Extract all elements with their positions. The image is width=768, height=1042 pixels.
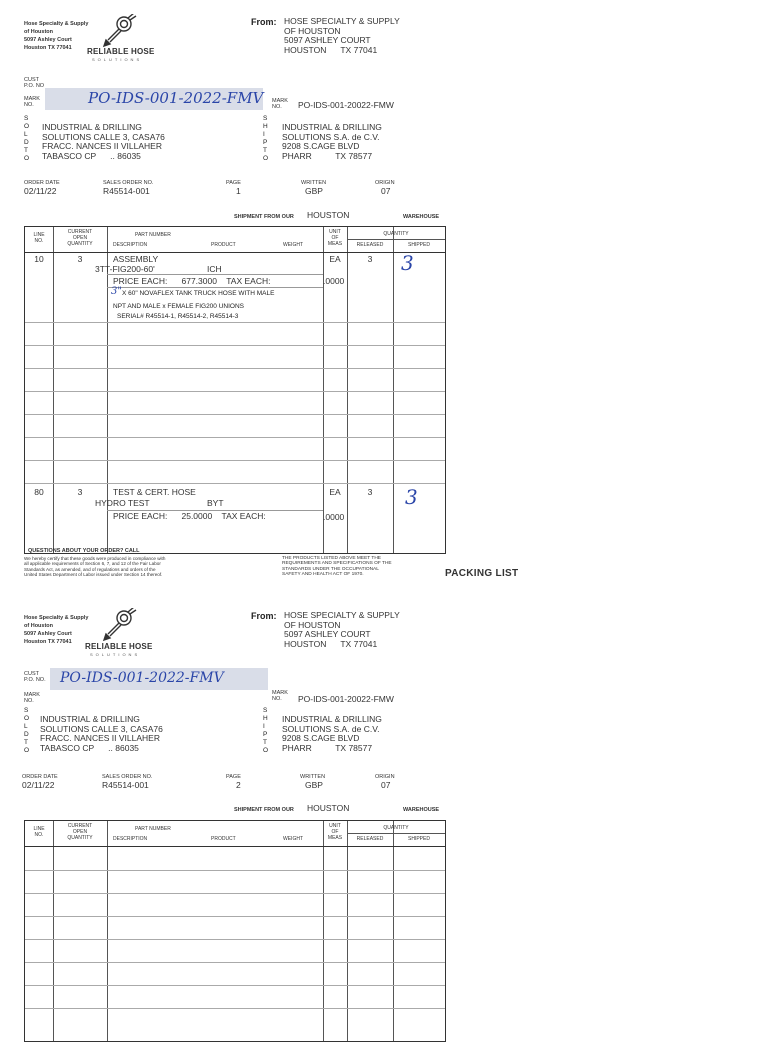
items-table xyxy=(24,226,446,554)
sales-order-label: SALES ORDER NO. xyxy=(102,774,153,780)
order-date-value: 02/11/22 xyxy=(22,780,55,790)
item-released: 3 xyxy=(367,487,373,497)
item-tax: .0000 xyxy=(323,512,345,522)
page-label: PAGE xyxy=(226,180,241,186)
from-label: From: xyxy=(251,611,277,621)
sales-order-value: R45514-001 xyxy=(103,186,150,196)
item-description: ASSEMBLY xyxy=(113,254,159,264)
col-released-header: RELEASED xyxy=(356,242,384,248)
item-product: BYT xyxy=(207,498,224,508)
shipment-from-label: SHIPMENT FROM OUR xyxy=(234,214,294,220)
page-value: 1 xyxy=(236,186,241,196)
mark-no-label-right: MARK NO. xyxy=(272,98,288,110)
certify-text: We hereby certify that these goods were produced in compliance with all applicable requirements of Section 6, 7, and 12 of the Fair Labor Standards Act, as amended, and of regulations and orders of the United States Department of Labor issued under Section 14 thereof. xyxy=(24,556,166,577)
brand-subtitle: SOLUTIONS xyxy=(92,57,143,62)
packing-list-title: PACKING LIST xyxy=(445,568,519,579)
col-line-header: LINE NO. xyxy=(33,826,45,838)
handwritten-po-number: PO-IDS-001-2022-FMV xyxy=(60,670,224,686)
col-open-qty-header: CURRENT OPEN QUANTITY xyxy=(67,823,93,841)
item-note-1: X 60" NOVAFLEX TANK TRUCK HOSE WITH MALE xyxy=(122,290,275,297)
col-weight-header: WEIGHT xyxy=(283,836,303,842)
page-label: PAGE xyxy=(226,774,241,780)
item-line-no: 10 xyxy=(34,254,44,264)
mark-no-label: MARK NO. xyxy=(24,692,40,704)
mark-no-value: PO-IDS-001-20022-FMW xyxy=(298,100,394,110)
items-table xyxy=(24,820,446,1042)
sold-to-letters: S O L D T O xyxy=(24,707,30,754)
item-unit: EA xyxy=(329,254,341,264)
origin-value: 07 xyxy=(381,780,391,790)
item-open-qty: 3 xyxy=(77,254,83,264)
from-address: HOSE SPECIALTY & SUPPLY OF HOUSTON 5097 ASHLEY COURT HOUSTON TX 77041 xyxy=(284,16,400,55)
sales-order-label: SALES ORDER NO. xyxy=(103,180,154,186)
item-shipped-handwritten: 3 xyxy=(401,251,414,275)
item-part-number: HYDRO TEST xyxy=(95,498,150,508)
from-address: HOSE SPECIALTY & SUPPLY OF HOUSTON 5097 ASHLEY COURT HOUSTON TX 77041 xyxy=(284,610,400,649)
cust-po-label: CUST P.O. NO. xyxy=(24,671,46,683)
col-product-header: PRODUCT xyxy=(211,242,236,248)
mark-no-label: MARK NO. xyxy=(24,96,40,108)
shipment-from-label: SHIPMENT FROM OUR xyxy=(234,807,294,813)
written-label: WRITTEN xyxy=(300,774,326,780)
col-quantity-group-header: QUANTITY xyxy=(383,231,409,237)
item-released: 3 xyxy=(367,254,373,264)
hose-fitting-logo-icon xyxy=(100,608,140,642)
col-line-header: LINE NO. xyxy=(33,232,45,244)
item-open-qty: 3 xyxy=(77,487,83,497)
col-description-header: DESCRIPTION xyxy=(113,836,148,842)
mark-no-label-right: MARK NO. xyxy=(272,690,288,702)
item-product: ICH xyxy=(207,264,222,274)
item-tax: .0000 xyxy=(323,276,345,286)
warehouse-label: WAREHOUSE xyxy=(403,807,440,813)
item-line-no: 80 xyxy=(34,487,44,497)
packing-list-page-2 xyxy=(0,594,768,1024)
col-part-number-header: PART NUMBER xyxy=(135,232,171,238)
col-unit-header: UNIT OF MEAS xyxy=(327,229,343,247)
col-released-header: RELEASED xyxy=(356,836,384,842)
company-address: Hose Specialty & Supply of Houston 5097 Ashley Court Houston TX 77041 xyxy=(24,615,89,645)
item-note-2: NPT AND MALE x FEMALE FIG200 UNIONS xyxy=(113,303,244,310)
written-value: GBP xyxy=(305,780,323,790)
hose-fitting-logo-icon xyxy=(100,14,140,48)
brand-subtitle: SOLUTIONS xyxy=(90,652,141,657)
sold-to-letters: S O L D T O xyxy=(24,115,30,162)
col-part-number-header: PART NUMBER xyxy=(135,826,171,832)
ship-to-letters: S H I P T O xyxy=(263,707,269,754)
col-product-header: PRODUCT xyxy=(211,836,236,842)
item-unit: EA xyxy=(329,487,341,497)
written-label: WRITTEN xyxy=(301,180,327,186)
cust-po-label: CUST P.O. NO xyxy=(24,77,45,89)
sold-to-address: INDUSTRIAL & DRILLING SOLUTIONS CALLE 3, CASA76 FRACC. NANCES II VILLAHER TABASCO CP .. 86035 xyxy=(42,122,165,161)
ship-to-address: INDUSTRIAL & DRILLING SOLUTIONS S.A. de C.V. 9208 S.CAGE BLVD PHARR TX 78577 xyxy=(282,714,382,753)
warehouse-label: WAREHOUSE xyxy=(403,214,440,220)
item-price-line: PRICE EACH: 25.0000 TAX EACH: xyxy=(113,511,266,521)
brand-name: RELIABLE HOSE xyxy=(87,47,155,56)
origin-label: ORIGIN xyxy=(375,180,395,186)
order-date-label: ORDER DATE xyxy=(24,180,60,186)
col-quantity-group-header: QUANTITY xyxy=(383,825,409,831)
item-part-number: 3TT-FIG200-60' xyxy=(95,264,155,274)
from-label: From: xyxy=(251,17,277,27)
col-description-header: DESCRIPTION xyxy=(113,242,148,248)
origin-label: ORIGIN xyxy=(375,774,395,780)
page-value: 2 xyxy=(236,780,241,790)
origin-value: 07 xyxy=(381,186,391,196)
item-description: TEST & CERT. HOSE xyxy=(113,487,196,497)
item-note-handwritten: 3" xyxy=(111,286,122,297)
item-price-line: PRICE EACH: 677.3000 TAX EACH: xyxy=(113,276,271,286)
brand-name: RELIABLE HOSE xyxy=(85,642,153,651)
questions-label: QUESTIONS ABOUT YOUR ORDER? CALL xyxy=(28,548,140,554)
shipment-from-value: HOUSTON xyxy=(307,210,350,220)
shipment-from-value: HOUSTON xyxy=(307,803,350,813)
order-date-label: ORDER DATE xyxy=(22,774,58,780)
mark-no-value: PO-IDS-001-20022-FMW xyxy=(298,694,394,704)
osha-text: THE PRODUCTS LISTED ABOVE MEET THE REQUIREMENTS AND SPECIFICATIONS OF THE STANDARDS UNDER THE OCCUPATIONAL SAFETY AND HEALTH ACT OF 1970. xyxy=(282,556,392,578)
col-open-qty-header: CURRENT OPEN QUANTITY xyxy=(67,229,93,247)
col-unit-header: UNIT OF MEAS xyxy=(327,823,343,841)
handwritten-po-number: PO-IDS-001-2022-FMV xyxy=(88,89,264,107)
sold-to-address: INDUSTRIAL & DRILLING SOLUTIONS CALLE 3, CASA76 FRACC. NANCES II VILLAHER TABASCO CP .. 86035 xyxy=(40,714,163,753)
ship-to-letters: S H I P T O xyxy=(263,115,269,162)
col-weight-header: WEIGHT xyxy=(283,242,303,248)
company-address: Hose Specialty & Supply of Houston 5097 Ashley Court Houston TX 77041 xyxy=(24,21,89,51)
order-date-value: 02/11/22 xyxy=(24,186,57,196)
col-shipped-header: SHIPPED xyxy=(408,836,430,842)
written-value: GBP xyxy=(305,186,323,196)
sales-order-value: R45514-001 xyxy=(102,780,149,790)
item-note-3: SERIAL# R45514-1, R45514-2, R45514-3 xyxy=(117,313,239,320)
col-shipped-header: SHIPPED xyxy=(408,242,430,248)
ship-to-address: INDUSTRIAL & DRILLING SOLUTIONS S.A. de C.V. 9208 S.CAGE BLVD PHARR TX 78577 xyxy=(282,122,382,161)
item-shipped-handwritten: 3 xyxy=(405,485,418,509)
